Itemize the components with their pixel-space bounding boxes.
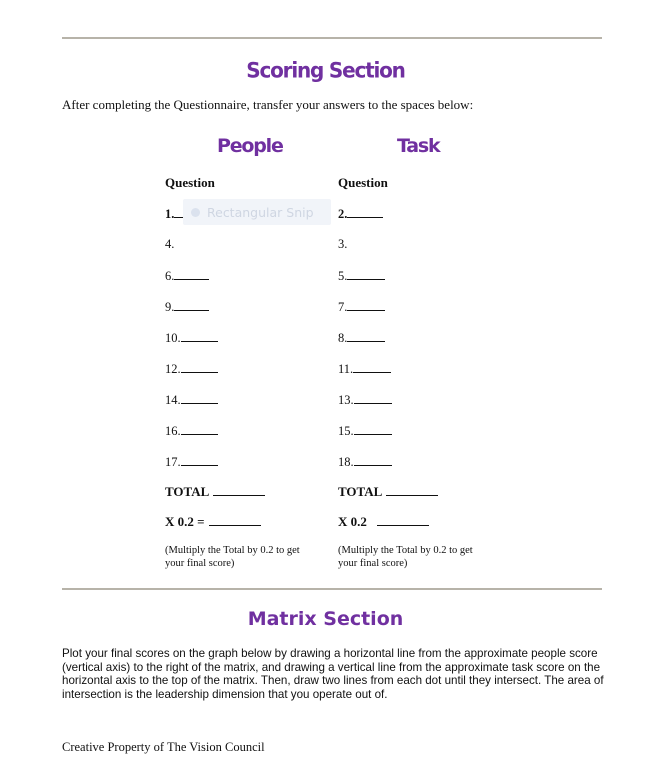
task-question-18[interactable] xyxy=(338,454,392,470)
final-score-blank[interactable] xyxy=(209,514,261,526)
question-number: 5. xyxy=(338,269,348,283)
question-number: 14. xyxy=(165,393,181,407)
total-blank[interactable] xyxy=(386,484,438,496)
task-total[interactable] xyxy=(338,484,438,500)
total-label: TOTAL xyxy=(165,484,210,499)
question-number: 6. xyxy=(165,269,175,283)
multiply-label: X 0.2 xyxy=(338,514,367,529)
people-question-14[interactable] xyxy=(165,392,218,408)
answer-blank[interactable] xyxy=(347,268,385,280)
task-question-5[interactable] xyxy=(338,268,385,284)
question-number: 15. xyxy=(338,424,354,438)
multiply-label: X 0.2 = xyxy=(165,514,205,529)
task-column-title: Task xyxy=(397,135,440,157)
task-question-11[interactable] xyxy=(338,361,391,377)
answer-blank[interactable] xyxy=(181,361,218,373)
question-number: 9. xyxy=(165,300,175,314)
task-question-8[interactable] xyxy=(338,330,385,346)
question-number: 7. xyxy=(338,300,348,314)
people-question-9[interactable] xyxy=(165,299,209,315)
task-multiply-note: (Multiply the Total by 0.2 to get your final score) xyxy=(338,545,473,569)
task-question-15[interactable] xyxy=(338,423,392,439)
final-score-blank[interactable] xyxy=(377,514,429,526)
people-question-10[interactable] xyxy=(165,330,218,346)
question-number: 13. xyxy=(338,393,354,407)
question-number: 16. xyxy=(165,424,181,438)
people-total[interactable] xyxy=(165,484,265,500)
snip-label: Rectangular Snip xyxy=(207,204,314,220)
task-question-3 xyxy=(338,237,347,252)
people-question-4 xyxy=(165,237,174,252)
footer-text: Creative Property of The Vision Council xyxy=(62,740,265,754)
answer-blank[interactable] xyxy=(181,423,218,435)
task-question-header: Question xyxy=(338,175,388,190)
people-multiplier[interactable] xyxy=(165,514,261,530)
people-question-6[interactable] xyxy=(165,268,209,284)
question-number: 1. xyxy=(165,207,175,221)
answer-blank[interactable] xyxy=(181,330,218,342)
question-number: 3. xyxy=(338,237,348,251)
answer-blank[interactable] xyxy=(181,454,218,466)
total-blank[interactable] xyxy=(213,484,265,496)
answer-blank[interactable] xyxy=(354,423,392,435)
answer-blank[interactable] xyxy=(354,454,392,466)
scoring-section-title: Scoring Section xyxy=(246,57,405,83)
answer-blank[interactable] xyxy=(347,330,385,342)
people-question-header: Question xyxy=(165,175,215,190)
people-question-12[interactable] xyxy=(165,361,218,377)
task-question-2[interactable] xyxy=(338,206,383,222)
question-number: 10. xyxy=(165,331,181,345)
people-multiply-note: (Multiply the Total by 0.2 to get your final score) xyxy=(165,545,300,569)
middle-divider xyxy=(62,588,602,590)
answer-blank[interactable] xyxy=(174,299,209,311)
question-number: 8. xyxy=(338,331,348,345)
task-question-13[interactable] xyxy=(338,392,392,408)
matrix-section-title: Matrix Section xyxy=(247,608,404,630)
task-question-7[interactable] xyxy=(338,299,385,315)
snip-icon xyxy=(191,208,200,217)
people-question-16[interactable] xyxy=(165,423,218,439)
scoring-intro-text: After completing the Questionnaire, transfer your answers to the spaces below: xyxy=(62,97,474,112)
people-column-title: People xyxy=(217,135,283,157)
task-multiplier[interactable] xyxy=(338,514,429,530)
question-number: 11. xyxy=(338,362,354,376)
question-number: 4. xyxy=(165,237,175,251)
matrix-instructions: Plot your final scores on the graph below by drawing a horizontal line from the approximate people score (vertical axis) to the right of the matrix, and drawing a vertical line from the approximate task score on the horizontal axis to the top of the matrix. Then, draw two lines from each dot until they intersect. The area of intersection is the leadership dimension that you operate out of. xyxy=(62,647,604,701)
answer-blank[interactable] xyxy=(347,299,385,311)
question-number: 2. xyxy=(338,207,348,221)
people-question-17[interactable] xyxy=(165,454,218,470)
answer-blank[interactable] xyxy=(353,361,391,373)
question-number: 18. xyxy=(338,455,354,469)
question-number: 12. xyxy=(165,362,181,376)
rectangular-snip-overlay[interactable] xyxy=(183,199,331,225)
question-number: 17. xyxy=(165,455,181,469)
answer-blank[interactable] xyxy=(347,206,383,218)
answer-blank[interactable] xyxy=(181,392,218,404)
answer-blank[interactable] xyxy=(354,392,392,404)
answer-blank[interactable] xyxy=(174,268,209,280)
top-divider xyxy=(62,37,602,39)
total-label: TOTAL xyxy=(338,484,383,499)
